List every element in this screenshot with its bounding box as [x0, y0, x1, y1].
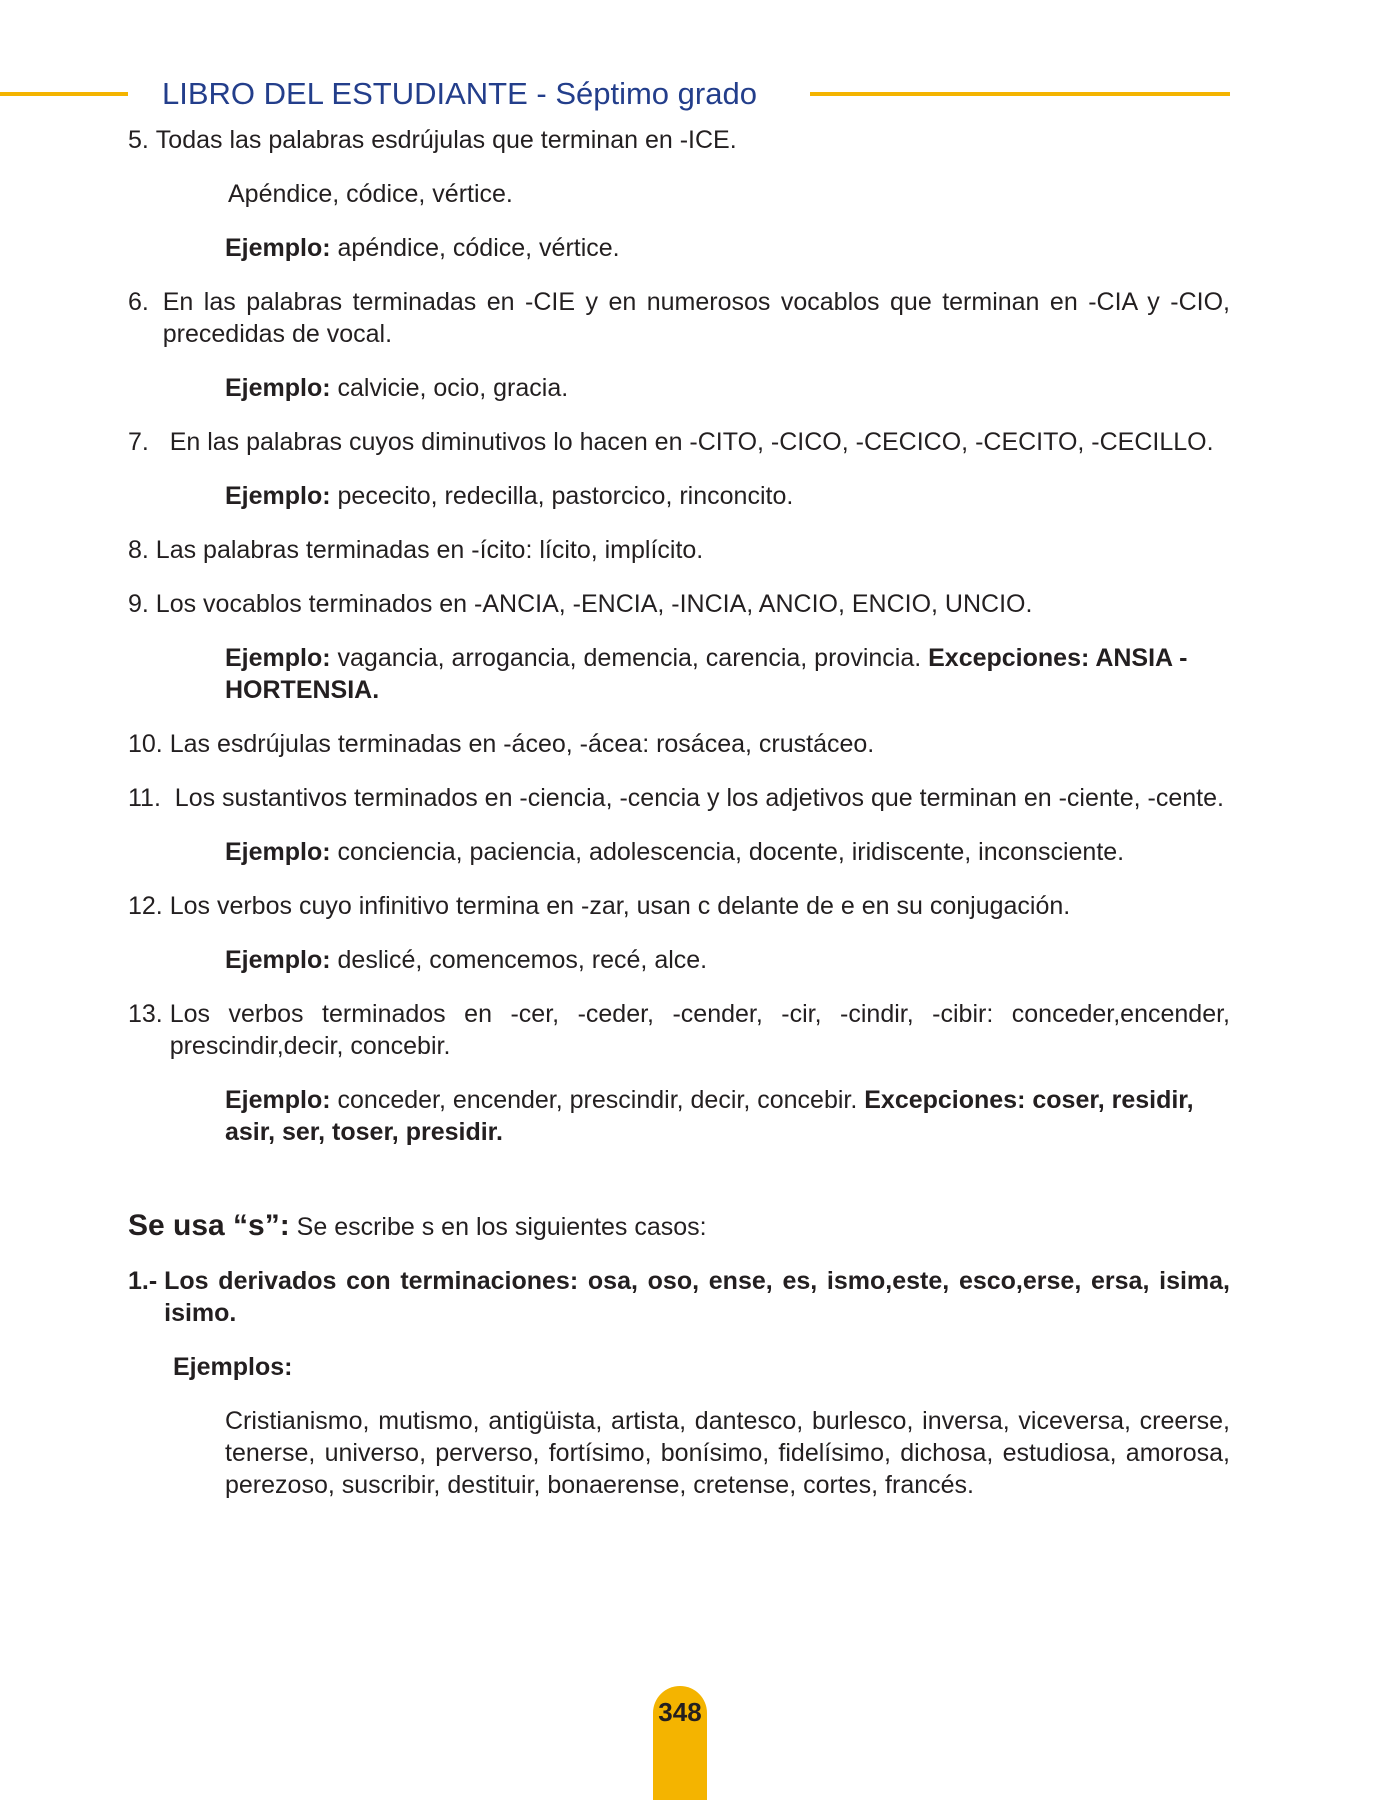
item-text: Los vocablos terminados en -ANCIA, -ENCIA, -INCIA, ANCIO, ENCIO, UNCIO.	[155, 590, 1033, 618]
example-text: apéndice, códice, vértice.	[330, 234, 620, 262]
item-number: 1.-	[128, 1267, 165, 1295]
example-line	[225, 836, 1230, 868]
example-line	[225, 232, 1230, 264]
item-text: En las palabras terminadas en -CIE y en numerosos vocablos que terminan en -CIA y -CIO, precedidas de vocal.	[162, 288, 1230, 348]
example-label: Ejemplo:	[225, 234, 331, 262]
rule-item-8	[128, 534, 1230, 566]
example-label: Ejemplo:	[225, 1086, 331, 1114]
header-rule-left	[0, 92, 128, 96]
example-text: conciencia, paciencia, adolescencia, docente, iridiscente, inconsciente.	[330, 838, 1125, 866]
rule-item-7	[128, 426, 1230, 458]
examples-heading	[173, 1351, 1230, 1383]
rule-item-10	[128, 728, 1230, 760]
item-text: Los derivados con terminaciones: osa, oso, ense, es, ismo,este, esco,erse, ersa, isima, isimo.	[164, 1267, 1230, 1327]
example-text: calvicie, ocio, gracia.	[330, 374, 569, 402]
item-number: 10.	[128, 730, 170, 758]
item-number: 12.	[128, 892, 170, 920]
exceptions: Excepciones: ANSIA - HORTENSIA.	[225, 644, 1188, 704]
examples-label: Ejemplos:	[173, 1353, 293, 1381]
item-words: Apéndice, códice, vértice.	[228, 180, 513, 208]
item-number: 11.	[128, 784, 175, 812]
example-text: pececito, redecilla, pastorcico, rinconcito.	[330, 482, 794, 510]
example-line	[225, 372, 1230, 404]
item-text: Todas las palabras esdrújulas que terminan en -ICE.	[155, 126, 737, 154]
example-label: Ejemplo:	[225, 644, 331, 672]
item-number: 8.	[128, 536, 156, 564]
rule-item-13	[128, 998, 1230, 1062]
example-text: deslicé, comencemos, recé, alce.	[330, 946, 708, 974]
example-label: Ejemplo:	[225, 838, 331, 866]
item-number: 6.	[128, 288, 163, 316]
section-title: Se usa “s”:	[128, 1209, 290, 1242]
example-line	[225, 944, 1230, 976]
item-text: Las palabras terminadas en -ícito: lícito, implícito.	[155, 536, 704, 564]
item-text: Los verbos terminados en -cer, -ceder, -cender, -cir, -cindir, -cibir: conceder,encender, prescindir,decir, concebir.	[169, 1000, 1230, 1060]
page-header-title: LIBRO DEL ESTUDIANTE - Séptimo grado	[162, 76, 757, 111]
item-text: En las palabras cuyos diminutivos lo hacen en -CITO, -CICO, -CECICO, -CECITO, -CECILLO.	[169, 428, 1214, 456]
example-label: Ejemplo:	[225, 374, 331, 402]
rule-item-5	[128, 124, 1230, 156]
header-rule-right	[810, 92, 1230, 96]
example-text: conceder, encender, prescindir, decir, concebir.	[330, 1086, 865, 1114]
rule-item-11	[128, 782, 1230, 814]
rule-item-12	[128, 890, 1230, 922]
page-number: 348	[658, 1697, 702, 1727]
rule-item-6	[128, 286, 1230, 350]
item-number: 7.	[128, 428, 170, 456]
item-text: Las esdrújulas terminadas en -áceo, -ácea: rosácea, crustáceo.	[169, 730, 875, 758]
page-content	[128, 124, 1230, 1501]
s-rule-1	[128, 1265, 1230, 1329]
example-line	[225, 1084, 1230, 1148]
item-number: 5.	[128, 126, 156, 154]
example-line	[225, 480, 1230, 512]
section-intro: Se escribe s en los siguientes casos:	[289, 1213, 707, 1241]
item-number: 9.	[128, 590, 156, 618]
rule-item-9	[128, 588, 1230, 620]
item-number: 13.	[128, 1000, 170, 1028]
example-text: vagancia, arrogancia, demencia, carencia, provincia.	[330, 644, 929, 672]
exceptions: Excepciones: coser, residir, asir, ser, toser, presidir.	[225, 1086, 1194, 1146]
example-label: Ejemplo:	[225, 946, 331, 974]
section-heading	[128, 1210, 1230, 1243]
item-text: Los verbos cuyo infinitivo termina en -zar, usan c delante de e en su conjugación.	[169, 892, 1071, 920]
examples-text: Cristianismo, mutismo, antigüista, artista, dantesco, burlesco, inversa, viceversa, creerse, tenerse, universo, perverso, fortísimo, bonísimo, fidelísimo, dichosa, estudiosa, amorosa, perezoso, suscribir, destituir, bonaerense, cretense, cortes, francés.	[225, 1407, 1230, 1499]
example-label: Ejemplo:	[225, 482, 331, 510]
item-text: Los sustantivos terminados en -ciencia, -cencia y los adjetivos que terminan en -ciente, -cente.	[174, 784, 1224, 812]
example-line	[225, 642, 1230, 706]
